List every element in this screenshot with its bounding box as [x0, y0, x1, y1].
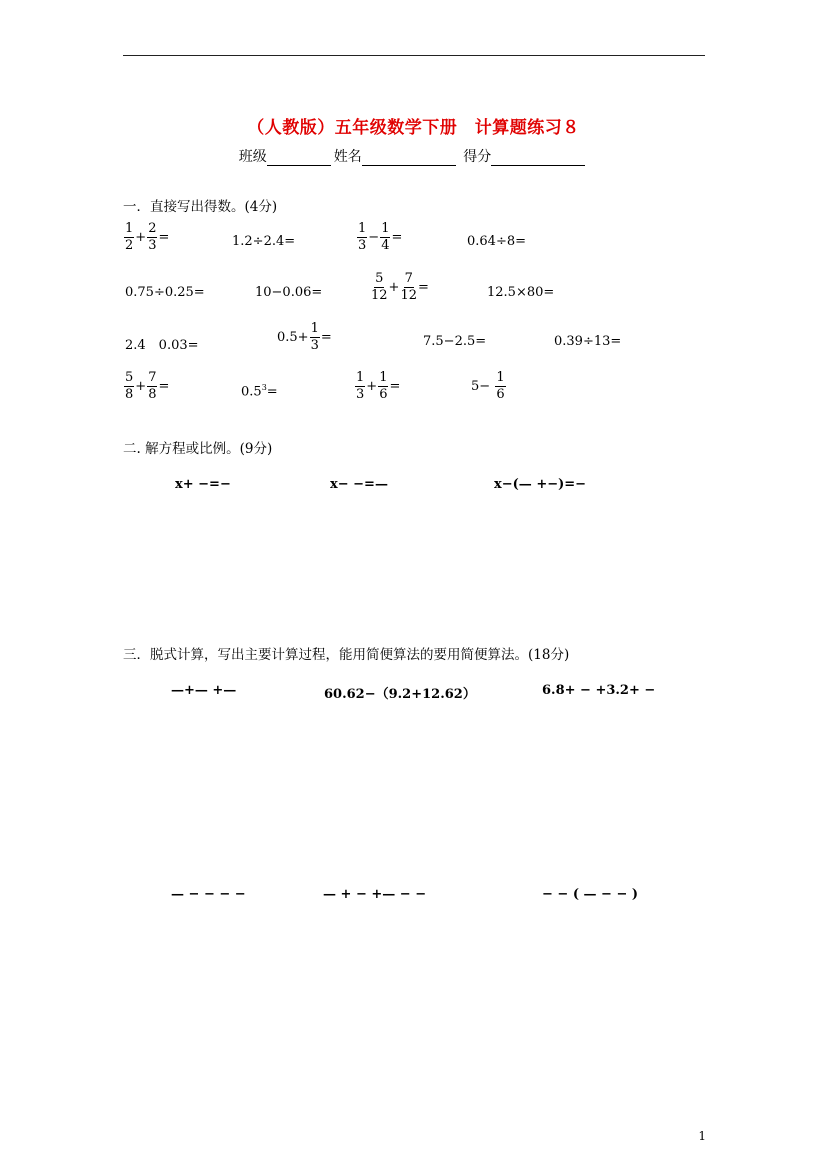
student-info-line — [0, 146, 827, 166]
expr-c3: 7.5−2.5= — [423, 334, 487, 349]
fraction: $\frac{2}{3}$ — [148, 221, 157, 253]
calc-row1-item2: 60.62−（9.2+12.62） — [324, 687, 476, 702]
expr-c2: 0.5+ $\frac{1}{3}$ = — [277, 321, 332, 353]
fraction: $\frac{1}{6}$ — [496, 370, 505, 402]
name-blank[interactable] — [362, 151, 456, 166]
equation-3: x−(— +−)=− — [494, 477, 587, 492]
expr-a2: 1.2÷2.4= — [232, 234, 296, 249]
calc-row1-item3: 6.8+ − +3.2+ − — [542, 683, 656, 698]
fraction: $\frac{1}{3}$ — [358, 221, 367, 253]
expr-a3: $\frac{1}{3}$ − $\frac{1}{4}$ = — [358, 221, 403, 253]
fraction: $\frac{5}{12}$ — [371, 271, 388, 303]
section1-heading: 一．直接写出得数。(4分) — [123, 199, 278, 215]
expr-c1: 2.4 0.03= — [125, 338, 199, 353]
header-rule — [123, 55, 705, 56]
equation-1: x+ −=− — [175, 477, 231, 492]
fraction: $\frac{1}{6}$ — [379, 370, 388, 402]
expr-b2: 10−0.06= — [255, 285, 323, 300]
fraction: $\frac{1}{4}$ — [381, 221, 390, 253]
fraction: $\frac{7}{12}$ — [400, 271, 417, 303]
score-label: 得分 — [463, 149, 492, 165]
fraction: $\frac{1}{3}$ — [356, 370, 365, 402]
calc-row2-item1: — − − − − — [171, 887, 246, 902]
name-label: 姓名 — [333, 149, 362, 165]
equation-2: x− −=— — [330, 477, 388, 492]
calc-row2-item2: — + − +— − − — [323, 887, 427, 902]
fraction: $\frac{5}{8}$ — [125, 370, 134, 402]
expr-a1: $\frac{1}{2}$ + $\frac{2}{3}$ = — [125, 221, 170, 253]
section2-heading: 二. 解方程或比例。(9分) — [123, 441, 273, 457]
expr-d4: 5− $\frac{1}{6}$ — [471, 370, 505, 402]
fraction: $\frac{7}{8}$ — [148, 370, 157, 402]
expr-d1: $\frac{5}{8}$ + $\frac{7}{8}$ = — [125, 370, 170, 402]
section3-heading: 三．脱式计算，写出主要计算过程，能用简便算法的要用简便算法。(18分) — [123, 647, 570, 663]
expr-d2: $0.5^3=$ — [241, 383, 278, 400]
class-blank[interactable] — [267, 151, 331, 166]
expr-b3: $\frac{5}{12}$ + $\frac{7}{12}$ = — [371, 271, 429, 303]
score-blank[interactable] — [491, 151, 585, 166]
expr-b4: 12.5×80= — [487, 285, 555, 300]
expr-b1: 0.75÷0.25= — [125, 285, 205, 300]
page-title: （人教版）五年级数学下册 计算题练习８ — [247, 118, 580, 138]
fraction: $\frac{1}{3}$ — [310, 321, 319, 353]
fraction: $\frac{1}{2}$ — [125, 221, 134, 253]
expr-d3: $\frac{1}{3}$ + $\frac{1}{6}$ = — [356, 370, 401, 402]
expr-c4: 0.39÷13= — [554, 334, 622, 349]
page-number: 1 — [698, 1129, 706, 1143]
calc-row1-item1: —+— +— — [171, 683, 237, 698]
class-label: 班级 — [238, 149, 267, 165]
expr-a4: 0.64÷8= — [467, 234, 527, 249]
calc-row2-item3: − − ( — − − ) — [542, 887, 639, 902]
